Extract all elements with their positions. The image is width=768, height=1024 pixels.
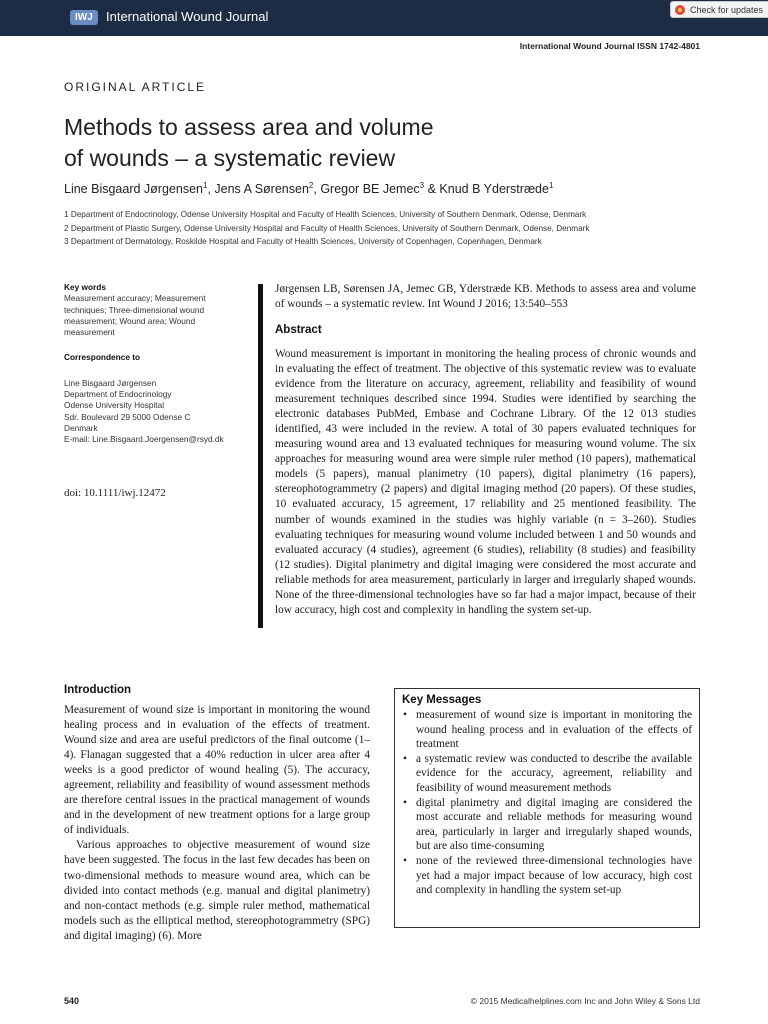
introduction-body [64, 703, 370, 944]
author-separator: & [424, 182, 440, 197]
correspondence-heading: Correspondence to [64, 352, 141, 363]
article-title [64, 112, 704, 174]
check-for-updates-label: Check for updates [690, 5, 764, 15]
key-messages-box [394, 688, 700, 928]
check-for-updates-button[interactable] [670, 1, 768, 18]
author-affil-ref: 1 [548, 181, 554, 190]
title-line-1: Methods to assess area and volume [64, 114, 434, 140]
author-separator: , [313, 182, 321, 197]
keywords-heading: Key words [64, 282, 106, 292]
title-line-2: of wounds – a systematic review [64, 145, 396, 171]
author-affil-ref: 1 [202, 181, 208, 190]
introduction-paragraph: Measurement of wound size is important in monitoring the wound healing process and in evaluation of the effects of treatment. Wound size and area are useful predictors of the final outcome (1–4). Flanagan suggested that a 40% reduction in ulcer area after 4 weeks is a good predictor of wound healing (5). The accuracy, agreement, reliability and feasibility of wound assessment methods are therefore central issues in the practical management of wounds and in the development of new treatment options for a large group of individuals. [64, 704, 370, 837]
author-name[interactable]: Line Bisgaard Jørgensen [64, 182, 203, 197]
abstract-heading: Abstract [275, 324, 322, 336]
key-messages-heading: Key Messages [402, 694, 482, 706]
keywords-text: Measurement accuracy; Measurement techniques; Three-dimensional wound measurement; Wound area; Wound measurement [64, 293, 206, 338]
key-message-item: • digital planimetry and digital imaging are considered the most accurate and reliable methods for measuring wound area, particularly in larger and irregularly shaped wounds, but are also time-consuming [402, 796, 692, 854]
key-message-item: • measurement of wound size is important in monitoring the wound healing process and in evaluation of the effects of treatment [402, 708, 692, 752]
key-message-item: • none of the reviewed three-dimensional technologies have yet had a major impact because of low accuracy, high cost and complexity in handling the system set-up [402, 854, 692, 898]
author-name[interactable]: Gregor BE Jemec [320, 182, 420, 197]
author-affil-ref: 2 [308, 181, 314, 190]
key-messages-list [402, 708, 692, 898]
page-number: 540 [64, 996, 80, 1006]
correspondence-email[interactable]: E-mail: Line.Bisgaard.Joergensen@rsyd.dk [64, 434, 224, 445]
abstract-text: Wound measurement is important in monitoring the healing process of chronic wounds and in evaluating the effect of treatment. The objective of this systematic review was to evaluate evidence from the literature on accuracy, agreement, reliability and feasibility of wound measurement techniques described since 1994. Studies were identified by searching the electronic databases PubMed, Embase and Cochrane Library. Of the 12 013 studies identified, 43 were included in the review. A total of 30 papers evaluated techniques for measuring wound area and 13 evaluated techniques for measuring wound volume. The six approaches for measuring wound area were simple ruler method (10 papers), mathematical models (5 papers), manual planimetry (10 papers), digital planimetry (16 papers), stereophotogrammetry (2 papers) and digital imaging method (20 papers). Of these studies, 10 evaluated accuracy, 15 agreement, 17 reliability and 25 mentioned feasibility. The number of wounds examined in the studies was highly variable (n = 3–260). Studies evaluating techniques for measuring wound volume included between 1 and 50 wounds and evaluated accuracy (4 studies), agreement (6 studies), reliability (8 studies) and feasibility (12 studies). Digital planimetry and digital imaging were considered the most accurate and reliable methods for area measurement, particularly in larger and irregularly shaped wounds. None of the three-dimensional technologies have so far had a major impact, because of their low accuracy, high cost and complexity in handling the system set-up. [275, 348, 696, 616]
correspondence-line: Department of Endocrinology [64, 389, 172, 400]
correspondence-line: Line Bisgaard Jørgensen [64, 377, 157, 388]
author-affil-ref: 3 [419, 181, 425, 190]
issn-line: International Wound Journal ISSN 1742-4801 [519, 41, 700, 51]
crossmark-icon [675, 5, 685, 15]
key-message-item: • a systematic review was conducted to describe the available evidence for the accuracy, agreement, reliability and feasibility of wound measurement methods [402, 752, 692, 796]
affiliation-item: 1 Department of Endocrinology, Odense University Hospital and Faculty of Health Sciences, University of Southern Denmark, Odense, Denmark [64, 210, 587, 219]
author-list [64, 181, 553, 196]
affiliations [64, 208, 589, 249]
journal-logo: IWJ [70, 10, 98, 25]
article-sidebar [64, 282, 244, 446]
correspondence-line: Denmark [64, 422, 98, 433]
affiliation-item: 3 Department of Dermatology, Roskilde Hospital and Faculty of Health Sciences, University of Copenhagen, Copenhagen, Denmark [64, 237, 542, 246]
affiliation-item: 2 Department of Plastic Surgery, Odense University Hospital and Faculty of Health Sciences, University of Southern Denmark, Odense, Denmark [64, 223, 590, 233]
abstract-rule [258, 284, 263, 628]
journal-header-bar [0, 0, 768, 36]
section-label: ORIGINAL ARTICLE [64, 80, 207, 94]
journal-name[interactable]: International Wound Journal [106, 9, 269, 24]
introduction-heading: Introduction [64, 684, 132, 696]
author-name[interactable]: Jens A Sørensen [214, 182, 309, 197]
copyright: © 2015 Medicalhelplines.com Inc and John Wiley & Sons Ltd [470, 996, 700, 1006]
author-name[interactable]: Knud B Yderstræde [439, 182, 549, 197]
correspondence-line: Sdr. Boulevard 29 5000 Odense C [64, 411, 191, 422]
doi-link[interactable]: doi: 10.1111/iwj.12472 [64, 487, 166, 499]
correspondence-line: Odense University Hospital [64, 400, 165, 411]
author-separator: , [207, 182, 215, 197]
introduction-paragraph: Various approaches to objective measurement of wound size have been suggested. The focus in the last few decades has been on two-dimensional methods to measure wound area, which can be divided into contact methods (e.g. manual and digital planimetry) and non-contact methods (e.g. simple ruler method, mathematical models such as the elliptical method, stereophotogrammetry (SPG) and digital imaging) (6). More [64, 839, 370, 942]
citation: Jørgensen LB, Sørensen JA, Jemec GB, Yderstræde KB. Methods to assess area and volume of wounds – a systematic review. Int Wound J 2016; 13:540–553 [275, 283, 696, 310]
